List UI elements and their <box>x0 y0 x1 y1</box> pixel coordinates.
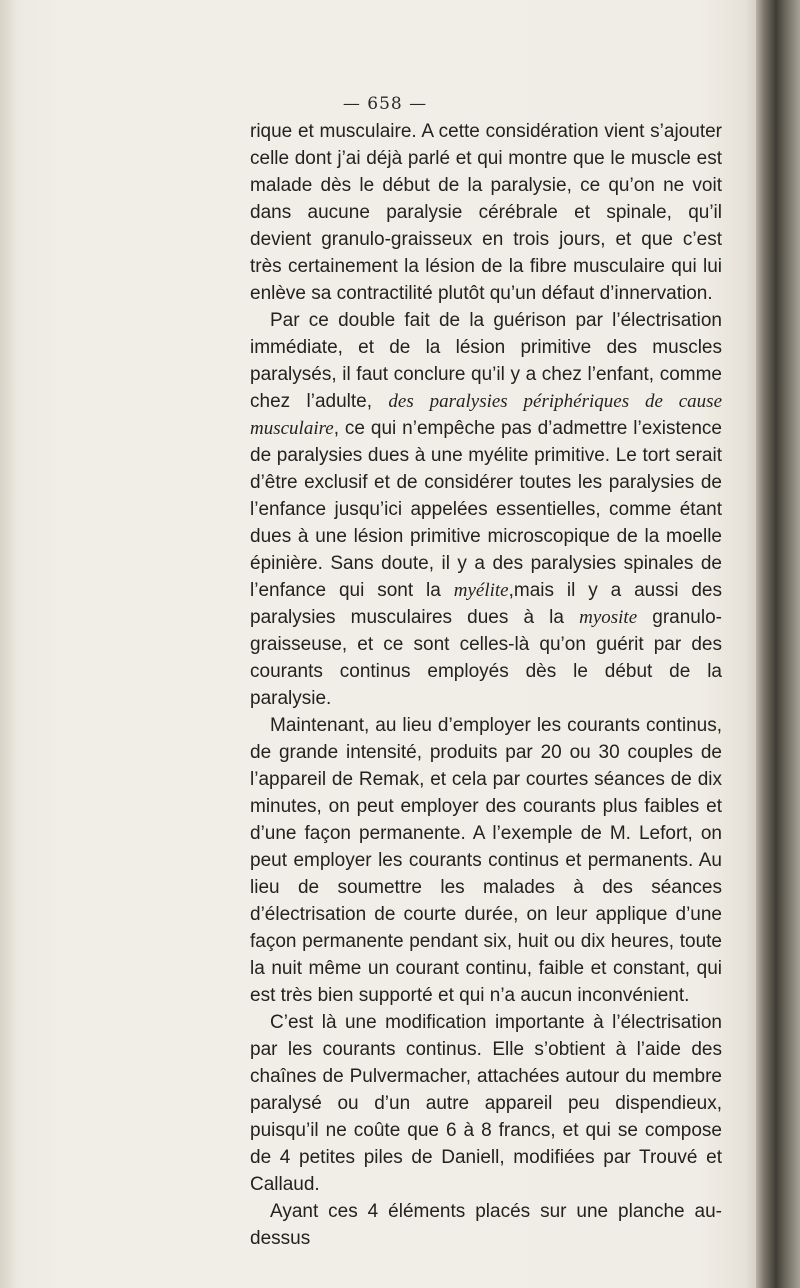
paragraph-1 <box>250 118 722 307</box>
body-text <box>250 118 722 1252</box>
italic-word: myélite <box>453 580 509 601</box>
text-run: granulo-graisseuse, et ce sont celles-là qu’on guérit par des courants continus employés dès le début de la paralysie. <box>250 607 722 709</box>
text-run: , ce qui n’empêche pas d’admettre l’existence de paralysies dues à une myélite primitive. Le tort serait d’être exclusif et de considérer toutes les paralysies de l’enfance jusqu’ici appelées essentielles, comme étant dues à une lésion primitive microscopique de la moelle épinière. Sans doute, il y a des paralysies spinales de l’enfance qui sont la <box>250 418 722 601</box>
page-number: — 658 — <box>342 94 428 114</box>
italic-word: myosite <box>579 607 638 628</box>
text-run: Maintenant, au lieu d’employer les courants continus, de grande intensité, produits par 20 ou 30 couples de l’appareil de Remak, et cela par courtes séances de dix minutes, on peut employer des courants plus faibles et d’une façon permanente. A l’exemple de M. Lefort, on peut employer les courants continus et permanents. Au lieu de soumettre les malades à des séances d’électrisation de courte durée, on leur applique d’une façon permanente pendant six, huit ou dix heures, toute la nuit même un courant continu, faible et constant, qui est très bien supporté et qui n’a aucun inconvénient. <box>250 715 722 1006</box>
book-binding-edge <box>756 0 800 1288</box>
text-run: rique et musculaire. A cette considération vient s’ajouter celle dont j’ai déjà parlé et qui montre que le muscle est malade dès le début de la paralysie, ce qu’on ne voit dans aucune paralysie cérébrale et spinale, qu’il devient granulo-graisseux en trois jours, et que c’est très certainement la lésion de la fibre musculaire qui lui enlève sa contractilité plutôt qu’un défaut d’innervation. <box>250 121 722 304</box>
text-run: ,mais il y a aussi des paralysies musculaires dues à la <box>250 580 722 628</box>
paragraph-5 <box>250 1198 722 1252</box>
text-run: C’est là une modification importante à l’électrisation par les courants continus. Elle s’obtient à l’aide des chaînes de Pulvermacher, attachées autour du membre paralysé ou d’un autre appareil peu dispendieux, puisqu’il ne coûte que 6 à 8 francs, et qui se compose de 4 petites piles de Daniell, modifiées par Trouvé et Callaud. <box>250 1012 722 1195</box>
text-run: Par ce double fait de la guérison par l’électrisation immédiate, et de la lésion primitive des muscles paralysés, il faut conclure qu’il y a chez l’enfant, comme chez l’adulte, <box>250 310 722 412</box>
paragraph-3 <box>250 712 722 1009</box>
paragraph-2 <box>250 307 722 712</box>
italic-phrase: des paralysies périphériques de cause musculaire <box>250 391 722 439</box>
text-run: Ayant ces 4 éléments placés sur une planche au-dessus <box>250 1201 722 1249</box>
paragraph-4 <box>250 1009 722 1198</box>
